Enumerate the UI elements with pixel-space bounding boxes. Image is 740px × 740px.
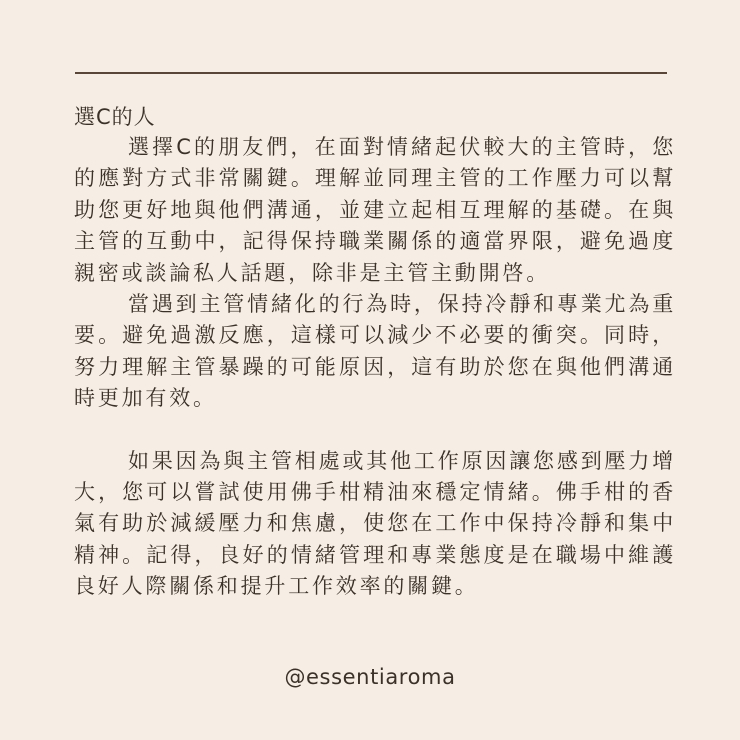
article-body [74,102,676,603]
account-handle: @essentiaroma [284,665,456,689]
section-heading: 選C的人 [74,105,156,129]
paragraph-2: 當遇到主管情緒化的行為時，保持冷靜和專業尤為重要。避免過激反應，這樣可以減少不必要的衝突。同時，努力理解主管暴躁的可能原因，這有助於您在與他們溝通時更加有效。 [74,292,676,411]
paragraph-1: 選擇C的朋友們，在面對情緒起伏較大的主管時，您的應對方式非常關鍵。理解並同理主管的工作壓力可以幫助您更好地與他們溝通，並建立起相互理解的基礎。在與主管的互動中，記得保持職業關係的適當界限，避免過度親密或談論私人話題，除非是主管主動開啓。 [74,135,676,285]
paragraph-3: 如果因為與主管相處或其他工作原因讓您感到壓力增大，您可以嘗試使用佛手柑精油來穩定情緒。佛手柑的香氣有助於減緩壓力和焦慮，使您在工作中保持冷靜和集中精神。記得，良好的情緒管理和專業態度是在職場中維護良好人際關係和提升工作效率的關鍵。 [74,448,676,599]
top-divider [75,72,667,74]
